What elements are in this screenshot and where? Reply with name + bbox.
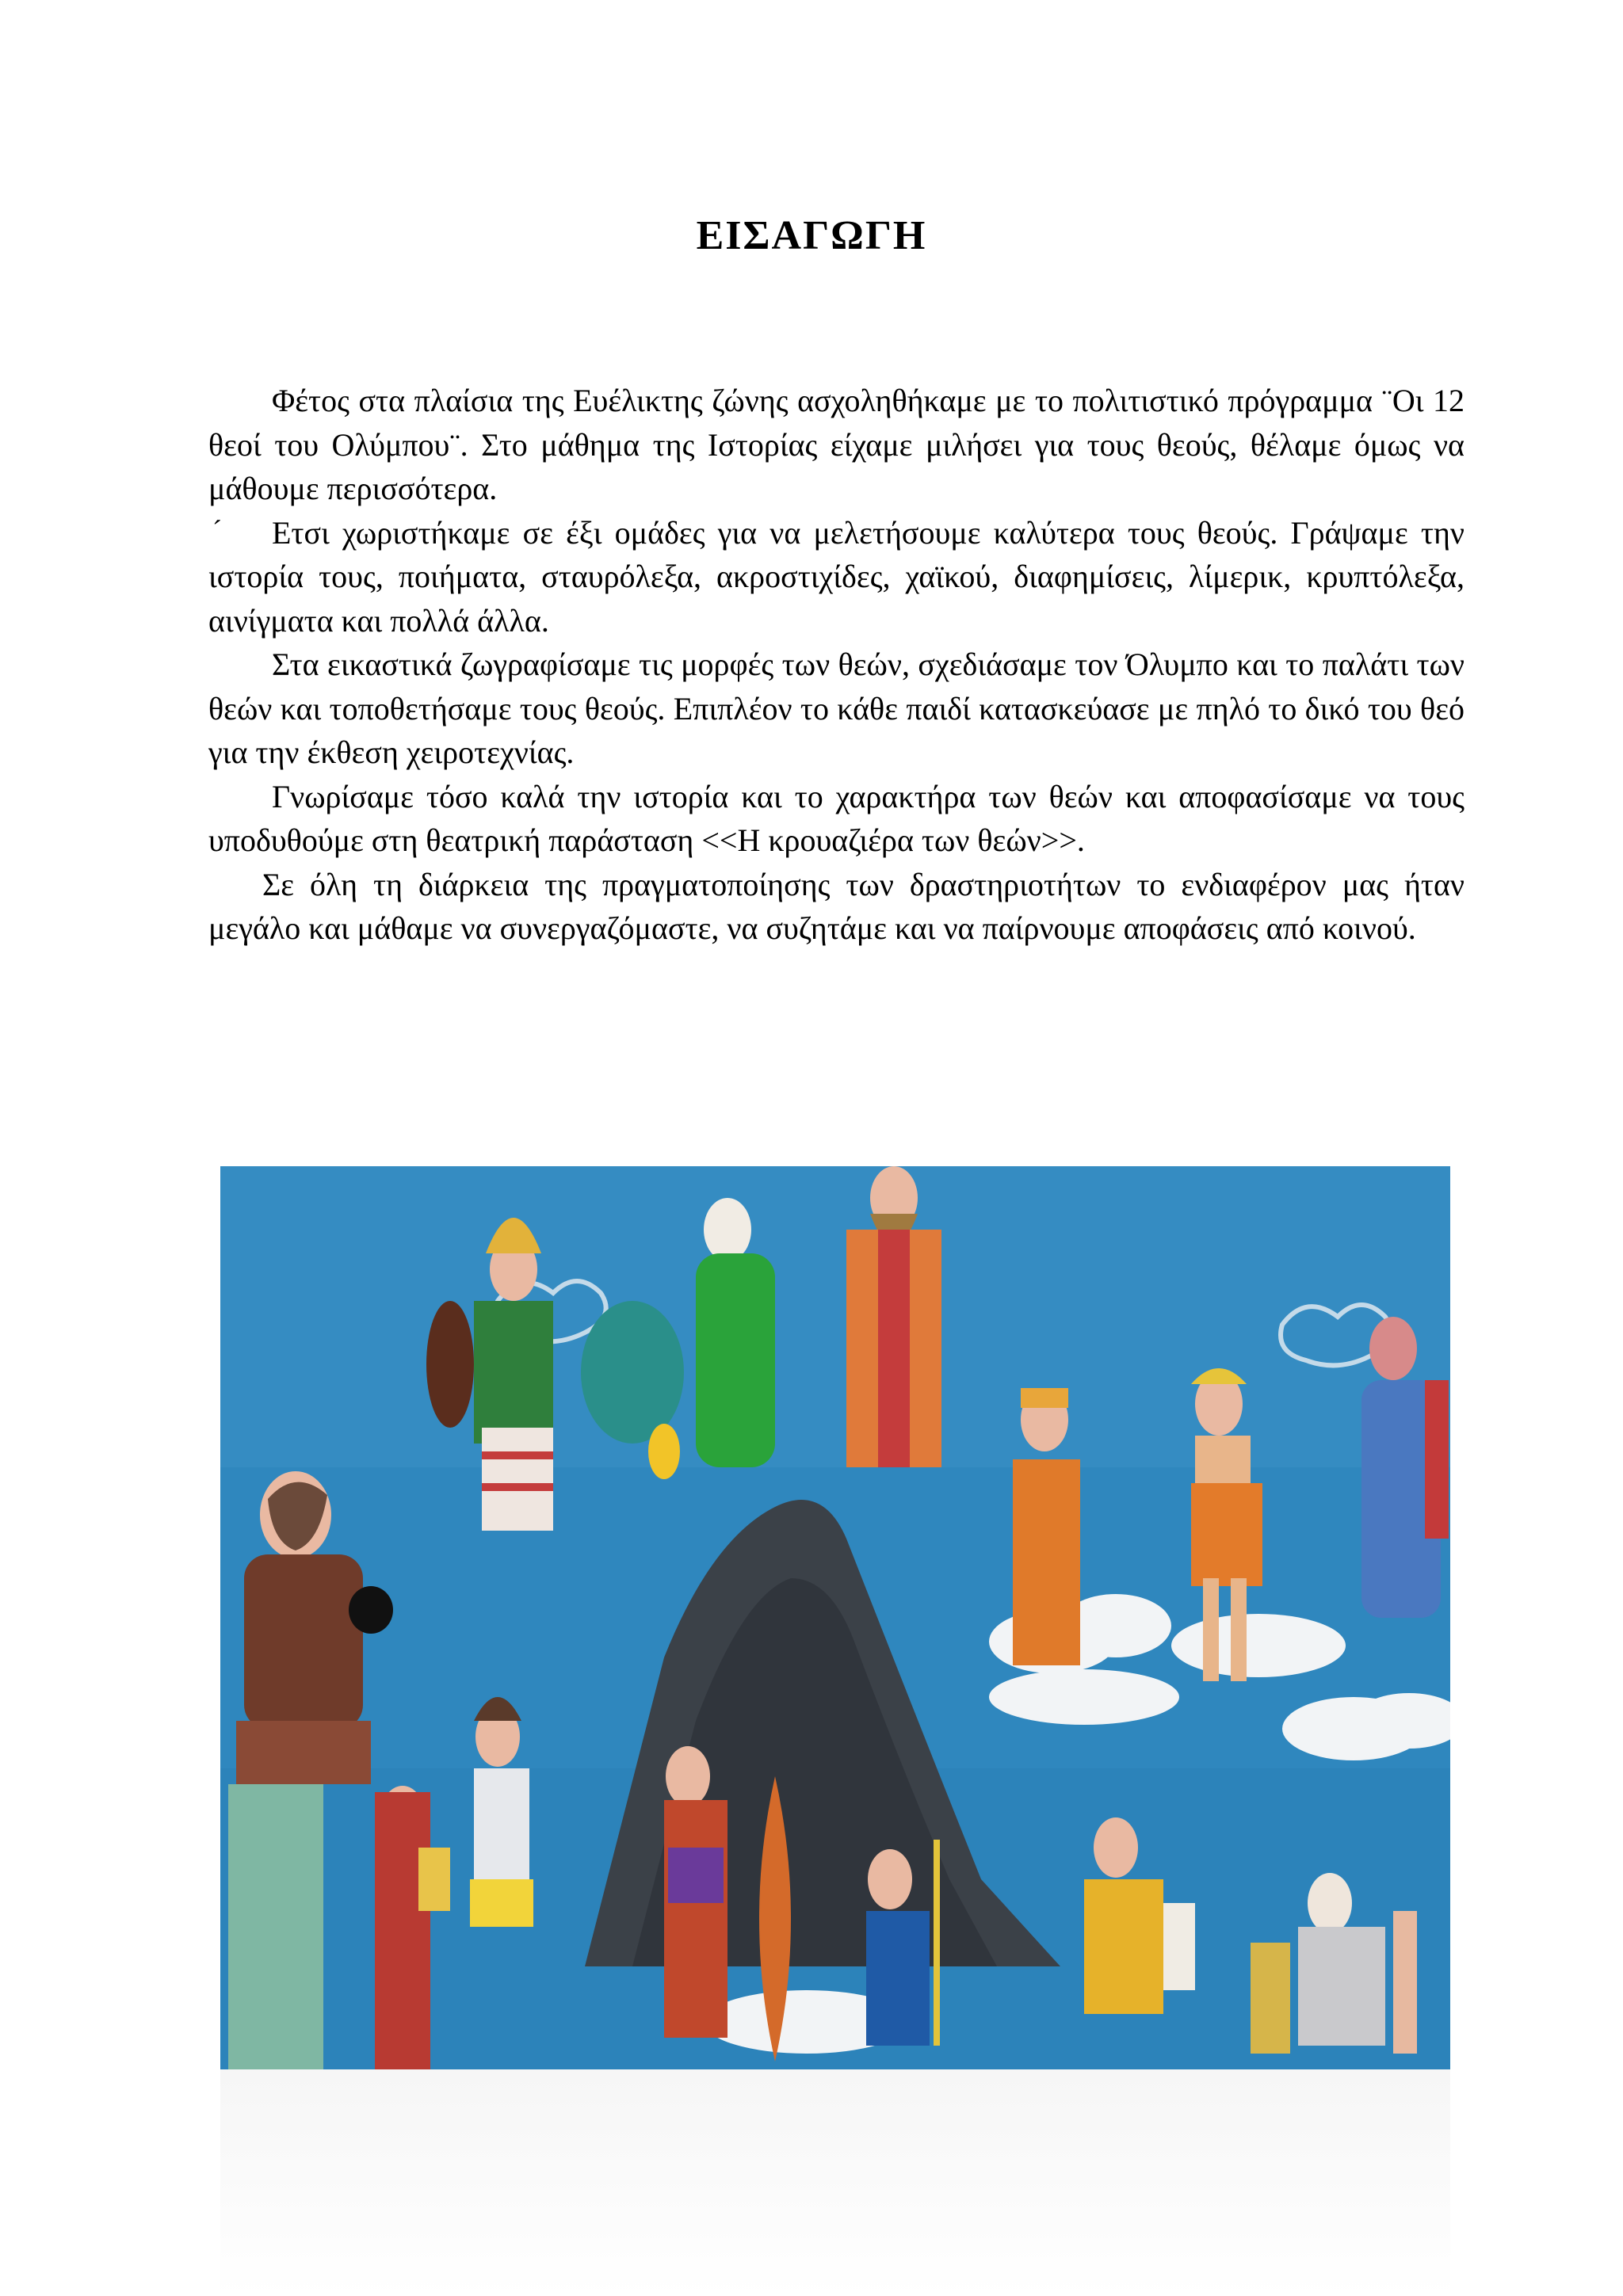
paragraph-5: Σε όλη τη διάρκεια της πραγματοποίησης των δραστηριοτήτων το ενδιαφέρον μας ήταν μεγάλο και μάθαμε να συνεργαζόμαστε, να συζητάμε και να παίρνουμε αποφάσεις από κοινού. <box>208 866 1465 946</box>
paragraph-4: Γνωρίσαμε τόσο καλά την ιστορία και το χαρακτήρα των θεών και αποφασίσαμε να τους υποδυθούμε στη θεατρική παράσταση <<Η κρουαζιέρα των θεών>>. <box>208 778 1465 858</box>
page-bottom-blank <box>220 2069 1450 2296</box>
intro-text <box>208 379 1465 951</box>
poster-illustration <box>220 1166 1450 2069</box>
olympian-gods-poster-photo <box>220 1166 1450 2069</box>
paragraph-3: Στα εικαστικά ζωγραφίσαμε τις μορφές των θεών, σχεδιάσαμε τον Όλυμπο και το παλάτι των θεών και τοποθετήσαμε τους θεούς. Επιπλέον το κάθε παιδί κατασκεύασε με πηλό το δικό του θεό για την έκθεση χειροτεχνίας. <box>208 646 1465 770</box>
stray-accent-mark: ´ <box>212 514 222 546</box>
tree-trunk <box>228 1784 323 2069</box>
paragraph-2: Ετσι χωριστήκαμε σε έξι ομάδες για να μελετήσουμε καλύτερα τους θεούς. Γράψαμε την ιστορία τους, ποιήματα, σταυρόλεξα, ακροστιχίδες, χαϊκού, διαφημίσεις, λίμερικ, κρυπτόλεξα, αινίγματα και πολλά άλλα. <box>208 514 1465 639</box>
page-title: ΕΙΣΑΓΩΓΗ <box>696 213 927 258</box>
paragraph-1: Φέτος στα πλαίσια της Ευέλικτης ζώνης ασχοληθήκαμε με το πολιτιστικό πρόγραμμα ¨Οι 12 θεοί του Ολύμπου¨. Στο μάθημα της Ιστορίας είχαμε μιλήσει για τους θεούς, θέλαμε όμως να μάθουμε περισσότερα. <box>208 383 1465 506</box>
